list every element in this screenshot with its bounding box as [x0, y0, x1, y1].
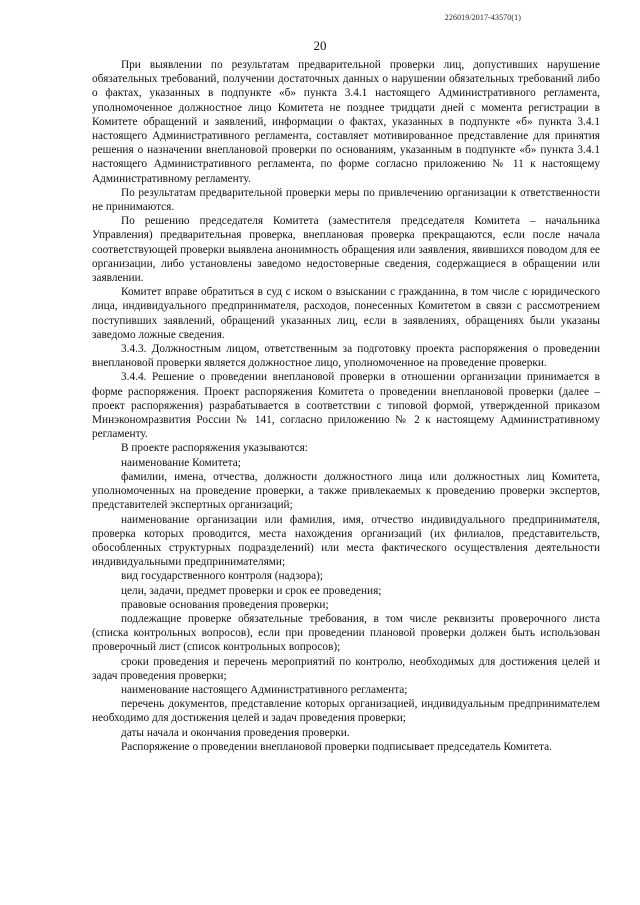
paragraph: Распоряжение о проведении внеплановой проверки подписывает председатель Комитета. [121, 740, 552, 753]
list-item: даты начала и окончания проведения проверки. [121, 726, 350, 739]
list-item: подлежащие проверке обязательные требования, в том числе реквизиты проверочного листа (списка контрольных вопросов), если при проведении плановой проверки должен быть использован проверочный лист (список контрольных вопросов); [92, 612, 600, 654]
page-number: 20 [313, 38, 327, 53]
paragraph: По решению председателя Комитета (заместителя председателя Комитета – начальника Управления) предварительная проверка, внеплановая проверка прекращаются, если после начала соответствующей проверки выявлена анонимность обращения или заявления, явившихся поводом для ее организации, либо установлены заведомо недостоверные сведения, содержащиеся в обращении или заявлении. [92, 215, 600, 285]
list-item: фамилии, имена, отчества, должности должностного лица или должностных лиц Комитета, уполномоченных на проведение проверки, а также привлекаемых к проведению проверки экспертов, представителей экспертных организаций; [92, 470, 600, 512]
list-item: сроки проведения и перечень мероприятий по контролю, необходимых для достижения целей и задач проведения проверки; [92, 655, 600, 682]
document-registration-number: 226019/2017-43570(1) [444, 13, 521, 22]
list-item: цели, задачи, предмет проверки и срок ее проведения; [121, 584, 382, 597]
paragraph: При выявлении по результатам предварительной проверки лиц, допустивших нарушение обязательных требований, получении достаточных данных о нарушении обязательных требований либо о фактах, указанных в подпункте «б» пункта 3.4.1 настоящего Административного регламента, уполномоченное должностное лицо Комитета не позднее тридцати дней с момента регистрации в Комитете обращений и заявлений, информации о фактах, указанных в подпункте «б» пункта 3.4.1 настоящего Административного регламента, составляет мотивированное представление для принятия решения о назначении внеплановой проверки по основаниям, указанным в подпункте «б» пункта 3.4.1 настоящего Административного регламента, по форме согласно приложению № 11 к настоящему Административному регламенту. [92, 59, 600, 185]
list-item: правовые основания проведения проверки; [121, 598, 329, 611]
document-body [92, 58, 600, 754]
list-item: наименование Комитета; [121, 456, 241, 469]
paragraph: 3.4.4. Решение о проведении внеплановой проверки в отношении организации принимается в форме распоряжения. Проект распоряжения Комитета о проведении внеплановой проверки (далее – проект распоряжения) разрабатывается в соответствии с типовой формой, утвержденной приказом Минэкономразвития России № 141, согласно приложению № 2 к настоящему Административному регламенту. [92, 371, 600, 441]
paragraph: В проекте распоряжения указываются: [121, 442, 308, 455]
paragraph: По результатам предварительной проверки меры по привлечению организации к ответственности не принимаются. [92, 186, 600, 214]
list-item: наименование настоящего Административного регламента; [121, 683, 408, 696]
paragraph: 3.4.3. Должностным лицом, ответственным за подготовку проекта распоряжения о проведении внеплановой проверки является должностное лицо, уполномоченное на проведение проверки. [92, 343, 600, 370]
list-item: вид государственного контроля (надзора); [121, 570, 324, 583]
list-item: наименование организации или фамилия, имя, отчество индивидуального предпринимателя, проверка которых проводится, места нахождения организаций (их филиалов, представительств, обособленных структурных подразделений) или места фактического осуществления деятельности индивидуальными предпринимателями; [92, 513, 600, 569]
list-item: перечень документов, представление которых организацией, индивидуальным предпринимателем необходимо для достижения целей и задач проведения проверки; [92, 698, 600, 725]
paragraph: Комитет вправе обратиться в суд с иском о взыскании с гражданина, в том числе с юридического лица, индивидуального предпринимателя, расходов, понесенных Комитетом в связи с рассмотрением поступивших заявлений, обращений указанных лиц, если в заявлениях, обращениях были указаны заведомо ложные сведения. [92, 286, 600, 341]
